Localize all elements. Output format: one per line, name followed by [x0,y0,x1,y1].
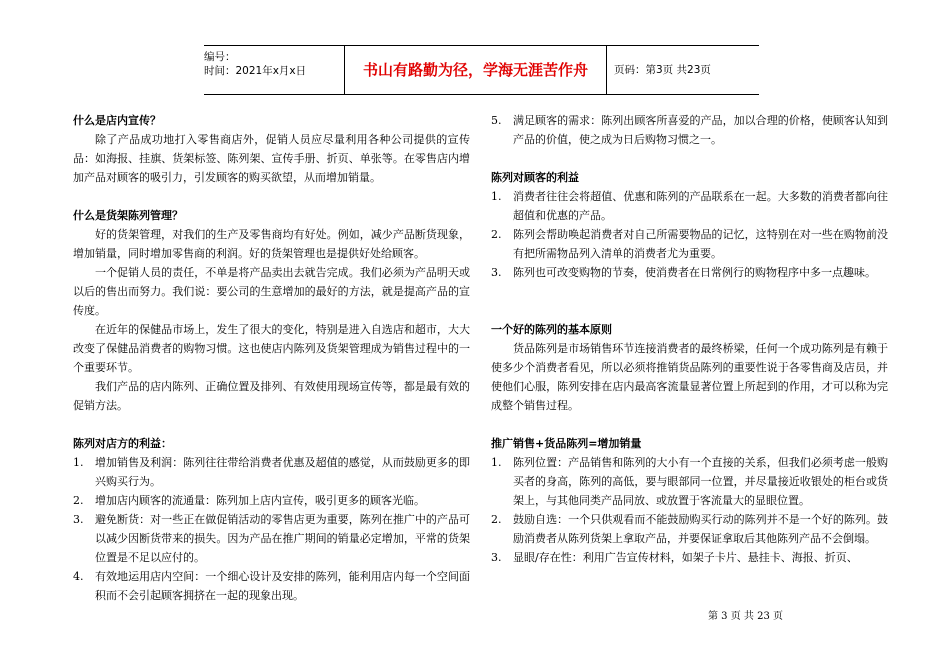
page-header [204,45,759,95]
list-number: 3. [491,551,502,564]
list-number: 3. [491,266,502,279]
paragraph: 除了产品成功地打入零售商店外，促销人员应尽量利用各种公司提供的宣传品：如海报、挂旗、货架标签、陈列架、宣传手册、折页、单张等。在零售店内增加产品对顾客的吸引力，引发顾客的购买欲望，从而增加销量。 [73,133,470,184]
list-item [73,567,470,605]
section-title: 一个好的陈列的基本原则 [491,323,612,336]
list-number: 1. [73,456,84,469]
list-number: 2. [491,513,502,526]
time-label: 时间：2021年x月x日 [204,65,307,77]
section-title: 陈列对店方的利益： [73,437,172,450]
list-number: 5. [491,114,502,127]
list-number: 2. [491,228,502,241]
list-item [491,263,888,282]
list-number: 3. [73,513,84,526]
list-item [73,510,470,567]
list-text: 有效地运用店内空间：一个细心设计及安排的陈列，能利用店内每一个空间面积而不会引起顾客拥挤在一起的现象出现。 [95,570,470,602]
list-item [491,548,888,567]
page-footer: 第 3 页 共 23 页 [708,611,783,622]
list-text: 满足顾客的需求：陈列出顾客所喜爱的产品，加以合理的价格，使顾客认知到产品的价值，使之成为日后购物习惯之一。 [513,114,888,146]
list-text: 陈列会帮助唤起消费者对自己所需要物品的记忆，这特别在对一些在购物前没有把所需物品列入清单的消费者尤为重要。 [513,228,888,260]
paragraph: 货品陈列是市场销售环节连接消费者的最终桥梁，任何一个成功陈列是有赖于使多少个消费者看见，所以必须将推销货品陈列的重要性说于各零售商及店员，并使他们心服，陈列安排在店内最高客流量显著位置上所起到的作用，才可以称为完成整个销售过程。 [491,342,888,412]
paragraph: 一个促销人员的责任，不单是将产品卖出去就告完成。我们必须为产品明天或以后的售出而努力。我们说：要公司的生意增加的最好的方法，就是提高产品的宣传度。 [73,266,470,317]
paragraph: 我们产品的店内陈列、正确位置及排列、有效使用现场宣传等，都是最有效的促销方法。 [73,380,470,412]
list-item [491,225,888,263]
list-text: 陈列也可改变购物的节奏，使消费者在日常例行的购物程序中多一点趣味。 [513,266,876,279]
paragraph: 在近年的保健品市场上，发生了很大的变化，特别是进入自选店和超市，大大改变了保健品消费者的购物习惯。这也使店内陈列及货架管理成为销售过程中的一个重要环节。 [73,323,470,374]
list-text: 增加销售及利润：陈列往往带给消费者优惠及超值的感觉，从而鼓励更多的即兴购买行为。 [95,456,470,488]
list-item [491,187,888,225]
list-item [491,111,888,149]
left-column [73,111,470,605]
section-title: 推广销售+货品陈列=增加销量 [491,437,642,450]
number-label: 编号： [204,51,236,63]
list-number: 4. [73,570,84,583]
section-title: 什么是货架陈列管理？ [73,209,183,222]
list-item [73,453,470,491]
list-text: 显眼/存在性：利用广告宣传材料，如架子卡片、悬挂卡、海报、折页、 [513,551,858,564]
header-motto: 书山有路勤为径，学海无涯苦作舟 [344,46,607,94]
right-column [491,111,888,567]
list-text: 避免断货：对一些正在做促销活动的零售店更为重要，陈列在推广中的产品可以减少因断货带来的损失。因为产品在推广期间的销量必定增加，平常的货架位置是不足以应付的。 [95,513,470,564]
list-item [491,510,888,548]
list-text: 鼓励自选：一个只供观看而不能鼓励购买行动的陈列并不是一个好的陈列。鼓励消费者从陈列货架上拿取产品，并要保证拿取后其他陈列产品不会倒塌。 [513,513,888,545]
list-number: 2. [73,494,84,507]
list-number: 1. [491,190,502,203]
list-item [491,453,888,510]
paragraph: 好的货架管理，对我们的生产及零售商均有好处。例如，减少产品断货现象，增加销量，同时增加零售商的利润。好的货架管理也是提供好处给顾客。 [73,228,470,260]
header-info [204,46,344,94]
list-text: 增加店内顾客的流通量：陈列加上店内宣传，吸引更多的顾客光临。 [95,494,425,507]
list-item [73,491,470,510]
list-text: 陈列位置：产品销售和陈列的大小有一个直接的关系，但我们必须考虑一般购买者的身高，陈列的高低，要与眼部同一位置，并尽量接近收银处的柜台或货架上，与其他同类产品同放、或放置于客流量大的显眼位置。 [513,456,888,507]
list-number: 1. [491,456,502,469]
section-title: 陈列对顾客的利益 [491,171,579,184]
list-text: 消费者往往会将超值、优惠和陈列的产品联系在一起。大多数的消费者都向往超值和优惠的产品。 [513,190,888,222]
header-page-label: 页码：第3页 共23页 [614,64,711,76]
section-title: 什么是店内宣传？ [73,114,161,127]
